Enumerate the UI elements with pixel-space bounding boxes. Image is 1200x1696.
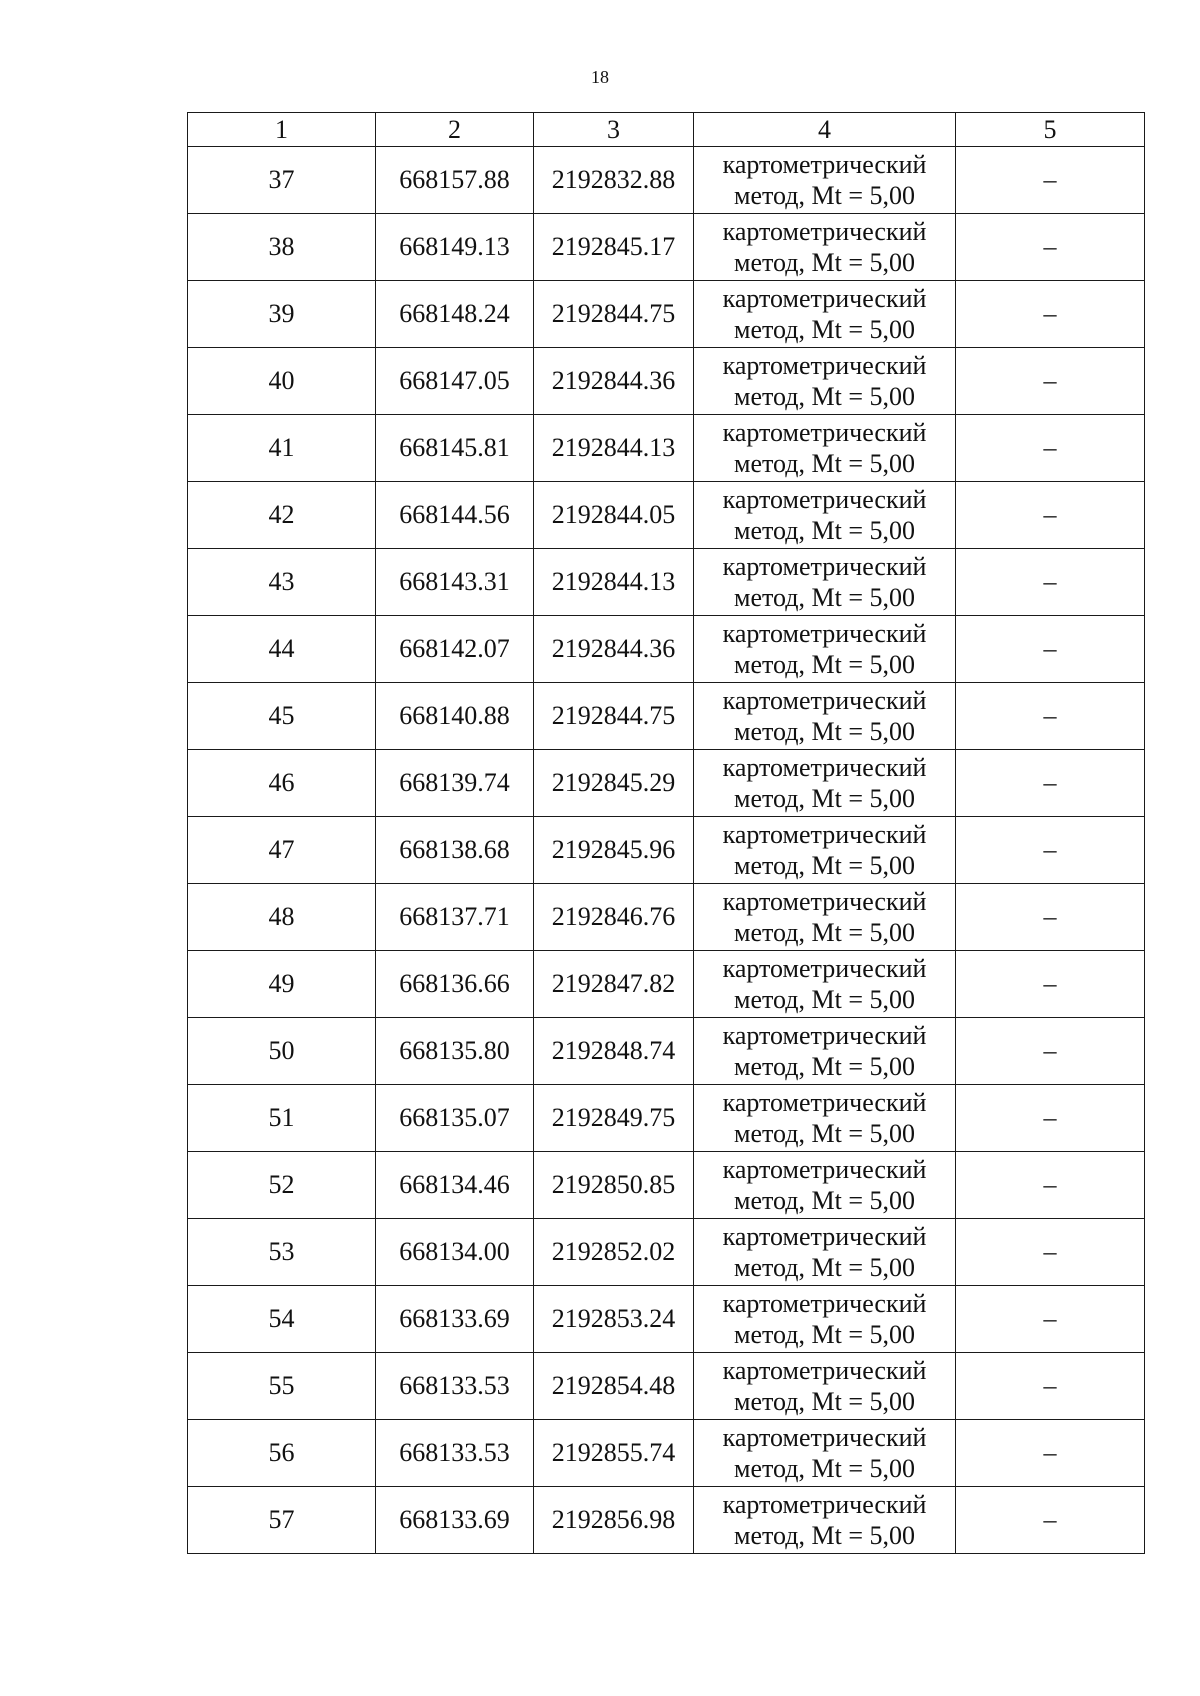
y-coordinate-cell: 2192844.36	[534, 348, 694, 415]
note-cell: –	[956, 482, 1145, 549]
method-line-1: картометрический	[722, 217, 927, 246]
x-coordinate-cell: 668137.71	[376, 884, 534, 951]
y-coordinate-cell: 2192855.74	[534, 1420, 694, 1487]
note-cell: –	[956, 1353, 1145, 1420]
method-line-1: картометрический	[722, 753, 927, 782]
method-cell	[694, 1487, 956, 1554]
table-row	[188, 1487, 1145, 1554]
note-cell: –	[956, 616, 1145, 683]
method-cell	[694, 1219, 956, 1286]
header-col-2: 2	[376, 113, 534, 147]
method-line-1: картометрический	[722, 1356, 927, 1385]
method-line-2: метод, Mt = 5,00	[734, 1253, 915, 1282]
method-cell	[694, 348, 956, 415]
x-coordinate-cell: 668147.05	[376, 348, 534, 415]
method-line-1: картометрический	[722, 1289, 927, 1318]
y-coordinate-cell: 2192845.17	[534, 214, 694, 281]
table-row	[188, 750, 1145, 817]
point-number-cell: 47	[188, 817, 376, 884]
point-number-cell: 39	[188, 281, 376, 348]
header-col-4: 4	[694, 113, 956, 147]
method-cell	[694, 1152, 956, 1219]
header-col-3: 3	[534, 113, 694, 147]
table-row	[188, 1085, 1145, 1152]
method-line-1: картометрический	[722, 418, 927, 447]
point-number-cell: 57	[188, 1487, 376, 1554]
method-line-1: картометрический	[722, 552, 927, 581]
note-cell: –	[956, 951, 1145, 1018]
point-number-cell: 52	[188, 1152, 376, 1219]
method-cell	[694, 549, 956, 616]
note-cell: –	[956, 214, 1145, 281]
note-cell: –	[956, 1219, 1145, 1286]
method-cell	[694, 750, 956, 817]
method-line-2: метод, Mt = 5,00	[734, 1119, 915, 1148]
method-line-2: метод, Mt = 5,00	[734, 449, 915, 478]
x-coordinate-cell: 668143.31	[376, 549, 534, 616]
y-coordinate-cell: 2192849.75	[534, 1085, 694, 1152]
method-cell	[694, 1018, 956, 1085]
point-number-cell: 46	[188, 750, 376, 817]
method-line-2: метод, Mt = 5,00	[734, 851, 915, 880]
method-cell	[694, 683, 956, 750]
y-coordinate-cell: 2192852.02	[534, 1219, 694, 1286]
header-col-1: 1	[188, 113, 376, 147]
method-line-1: картометрический	[722, 284, 927, 313]
method-line-1: картометрический	[722, 1490, 927, 1519]
method-line-2: метод, Mt = 5,00	[734, 181, 915, 210]
method-line-1: картометрический	[722, 619, 927, 648]
table-row	[188, 884, 1145, 951]
x-coordinate-cell: 668133.53	[376, 1420, 534, 1487]
table-row	[188, 1353, 1145, 1420]
method-cell	[694, 281, 956, 348]
point-number-cell: 53	[188, 1219, 376, 1286]
point-number-cell: 56	[188, 1420, 376, 1487]
note-cell: –	[956, 1420, 1145, 1487]
method-line-2: метод, Mt = 5,00	[734, 985, 915, 1014]
table-row	[188, 281, 1145, 348]
y-coordinate-cell: 2192844.05	[534, 482, 694, 549]
note-cell: –	[956, 817, 1145, 884]
x-coordinate-cell: 668145.81	[376, 415, 534, 482]
method-line-2: метод, Mt = 5,00	[734, 650, 915, 679]
method-line-1: картометрический	[722, 351, 927, 380]
point-number-cell: 50	[188, 1018, 376, 1085]
method-line-1: картометрический	[722, 887, 927, 916]
note-cell: –	[956, 1487, 1145, 1554]
method-cell	[694, 817, 956, 884]
point-number-cell: 40	[188, 348, 376, 415]
point-number-cell: 51	[188, 1085, 376, 1152]
y-coordinate-cell: 2192844.13	[534, 415, 694, 482]
method-cell	[694, 616, 956, 683]
y-coordinate-cell: 2192832.88	[534, 147, 694, 214]
table-body	[188, 147, 1145, 1554]
point-number-cell: 48	[188, 884, 376, 951]
method-cell	[694, 1085, 956, 1152]
point-number-cell: 42	[188, 482, 376, 549]
method-line-1: картометрический	[722, 1155, 927, 1184]
y-coordinate-cell: 2192845.96	[534, 817, 694, 884]
method-line-1: картометрический	[722, 1222, 927, 1251]
header-col-5: 5	[956, 113, 1145, 147]
table-row	[188, 415, 1145, 482]
y-coordinate-cell: 2192844.36	[534, 616, 694, 683]
x-coordinate-cell: 668134.46	[376, 1152, 534, 1219]
table-row	[188, 214, 1145, 281]
method-line-1: картометрический	[722, 485, 927, 514]
method-line-1: картометрический	[722, 1021, 927, 1050]
point-number-cell: 37	[188, 147, 376, 214]
note-cell: –	[956, 750, 1145, 817]
note-cell: –	[956, 281, 1145, 348]
note-cell: –	[956, 1152, 1145, 1219]
note-cell: –	[956, 884, 1145, 951]
method-cell	[694, 1420, 956, 1487]
point-number-cell: 41	[188, 415, 376, 482]
y-coordinate-cell: 2192844.75	[534, 683, 694, 750]
method-line-2: метод, Mt = 5,00	[734, 1052, 915, 1081]
x-coordinate-cell: 668142.07	[376, 616, 534, 683]
x-coordinate-cell: 668139.74	[376, 750, 534, 817]
x-coordinate-cell: 668136.66	[376, 951, 534, 1018]
note-cell: –	[956, 1286, 1145, 1353]
table-row	[188, 482, 1145, 549]
coordinates-table	[187, 112, 1145, 1554]
x-coordinate-cell: 668134.00	[376, 1219, 534, 1286]
method-line-1: картометрический	[722, 1088, 927, 1117]
page-number: 18	[591, 67, 609, 87]
point-number-cell: 43	[188, 549, 376, 616]
method-line-1: картометрический	[722, 954, 927, 983]
table-row	[188, 549, 1145, 616]
method-line-2: метод, Mt = 5,00	[734, 717, 915, 746]
y-coordinate-cell: 2192854.48	[534, 1353, 694, 1420]
point-number-cell: 49	[188, 951, 376, 1018]
table-row	[188, 1152, 1145, 1219]
method-line-1: картометрический	[722, 686, 927, 715]
method-line-2: метод, Mt = 5,00	[734, 583, 915, 612]
note-cell: –	[956, 1018, 1145, 1085]
table-row	[188, 951, 1145, 1018]
method-line-2: метод, Mt = 5,00	[734, 382, 915, 411]
y-coordinate-cell: 2192848.74	[534, 1018, 694, 1085]
method-line-2: метод, Mt = 5,00	[734, 248, 915, 277]
y-coordinate-cell: 2192853.24	[534, 1286, 694, 1353]
y-coordinate-cell: 2192856.98	[534, 1487, 694, 1554]
table-row	[188, 1286, 1145, 1353]
method-line-2: метод, Mt = 5,00	[734, 315, 915, 344]
table-row	[188, 147, 1145, 214]
method-cell	[694, 951, 956, 1018]
y-coordinate-cell: 2192844.13	[534, 549, 694, 616]
point-number-cell: 55	[188, 1353, 376, 1420]
y-coordinate-cell: 2192847.82	[534, 951, 694, 1018]
method-line-2: метод, Mt = 5,00	[734, 1320, 915, 1349]
table-header	[188, 113, 1145, 147]
method-line-1: картометрический	[722, 150, 927, 179]
note-cell: –	[956, 348, 1145, 415]
table-row	[188, 817, 1145, 884]
method-line-2: метод, Mt = 5,00	[734, 1387, 915, 1416]
point-number-cell: 45	[188, 683, 376, 750]
point-number-cell: 54	[188, 1286, 376, 1353]
method-cell	[694, 214, 956, 281]
x-coordinate-cell: 668144.56	[376, 482, 534, 549]
method-cell	[694, 1286, 956, 1353]
x-coordinate-cell: 668138.68	[376, 817, 534, 884]
method-cell	[694, 147, 956, 214]
table-row	[188, 1219, 1145, 1286]
note-cell: –	[956, 1085, 1145, 1152]
method-line-2: метод, Mt = 5,00	[734, 784, 915, 813]
method-line-2: метод, Mt = 5,00	[734, 516, 915, 545]
method-line-2: метод, Mt = 5,00	[734, 1186, 915, 1215]
method-cell	[694, 482, 956, 549]
x-coordinate-cell: 668140.88	[376, 683, 534, 750]
method-cell	[694, 415, 956, 482]
y-coordinate-cell: 2192845.29	[534, 750, 694, 817]
method-line-2: метод, Mt = 5,00	[734, 1521, 915, 1550]
x-coordinate-cell: 668157.88	[376, 147, 534, 214]
point-number-cell: 44	[188, 616, 376, 683]
x-coordinate-cell: 668135.07	[376, 1085, 534, 1152]
method-line-1: картометрический	[722, 1423, 927, 1452]
note-cell: –	[956, 147, 1145, 214]
table-row	[188, 348, 1145, 415]
y-coordinate-cell: 2192846.76	[534, 884, 694, 951]
x-coordinate-cell: 668133.69	[376, 1286, 534, 1353]
x-coordinate-cell: 668133.53	[376, 1353, 534, 1420]
method-cell	[694, 1353, 956, 1420]
x-coordinate-cell: 668148.24	[376, 281, 534, 348]
table-row	[188, 1420, 1145, 1487]
x-coordinate-cell: 668149.13	[376, 214, 534, 281]
point-number-cell: 38	[188, 214, 376, 281]
table-row	[188, 1018, 1145, 1085]
note-cell: –	[956, 683, 1145, 750]
header-row	[188, 113, 1145, 147]
method-line-1: картометрический	[722, 820, 927, 849]
y-coordinate-cell: 2192850.85	[534, 1152, 694, 1219]
x-coordinate-cell: 668133.69	[376, 1487, 534, 1554]
table-row	[188, 616, 1145, 683]
note-cell: –	[956, 549, 1145, 616]
method-line-2: метод, Mt = 5,00	[734, 1454, 915, 1483]
table-row	[188, 683, 1145, 750]
method-cell	[694, 884, 956, 951]
x-coordinate-cell: 668135.80	[376, 1018, 534, 1085]
method-line-2: метод, Mt = 5,00	[734, 918, 915, 947]
note-cell: –	[956, 415, 1145, 482]
y-coordinate-cell: 2192844.75	[534, 281, 694, 348]
